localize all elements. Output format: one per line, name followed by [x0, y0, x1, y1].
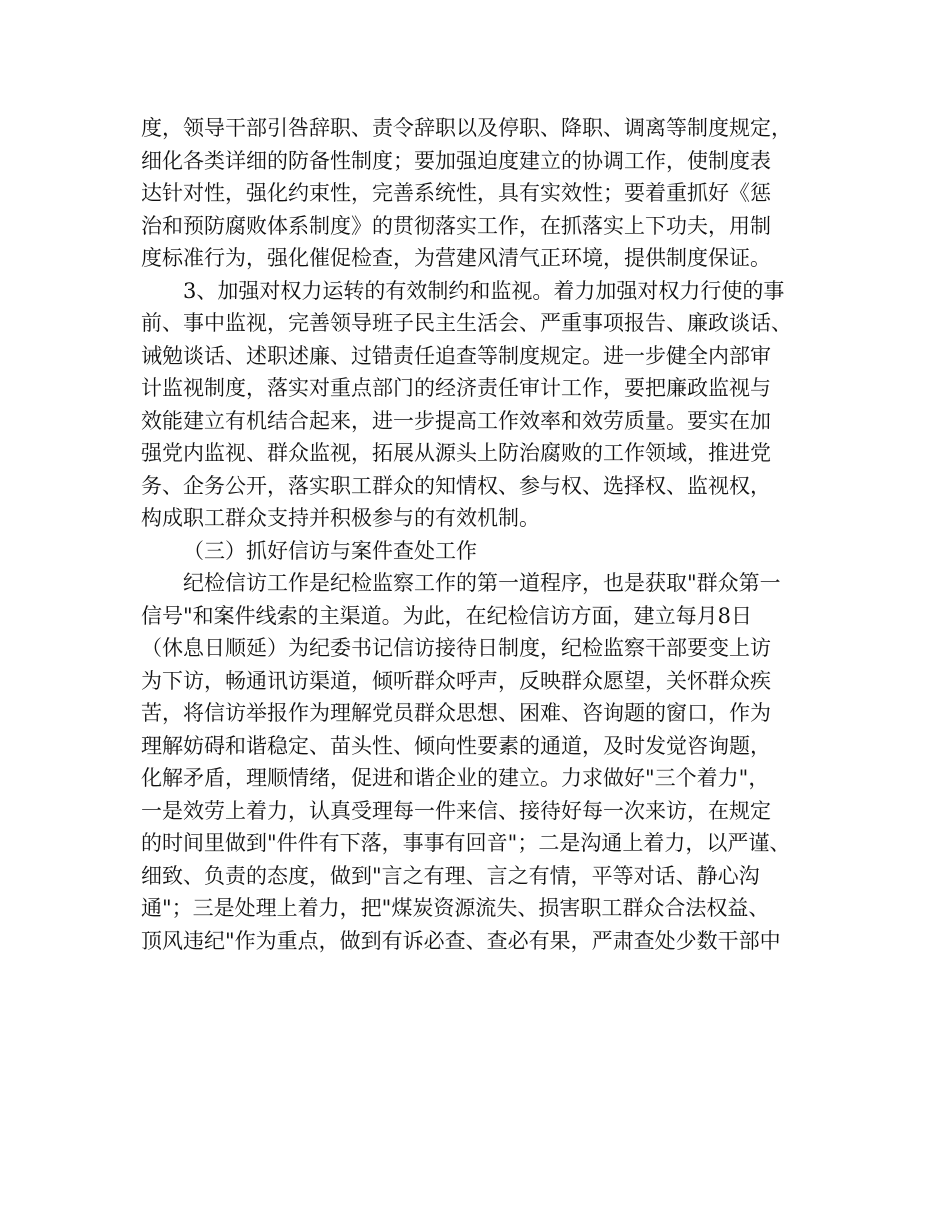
- text-line: 理解妨碍和谐稳定、苗头性、倾向性要素的通道，及时发觉咨询题，: [141, 733, 771, 758]
- text-line: 为下访，畅通讯访渠道，倾听群众呼声，反映群众愿望，关怀群众疾: [141, 668, 771, 693]
- section-heading: （三）抓好信访与案件查处工作: [183, 538, 477, 563]
- text-line: 的时间里做到"件件有下落，事事有回音"；二是沟通上着力，以严谨、: [141, 831, 791, 855]
- text-line: 诫勉谈话、述职述廉、过错责任追查等制度规定。进一步健全内部审: [141, 343, 771, 368]
- text-line: 治和预防腐败体系制度》的贯彻落实工作，在抓落实上下功夫，用制: [141, 213, 771, 238]
- text-line: 计监视制度，落实对重点部门的经济责任审计工作，要把廉政监视与: [141, 376, 771, 400]
- body-text: [141, 112, 831, 957]
- text-line: 一是效劳上着力，认真受理每一件来信、接待好每一次来访，在规定: [141, 798, 771, 823]
- text-line: 前、事中监视，完善领导班子民主生活会、严重事项报告、廉政谈话、: [141, 311, 792, 335]
- text-line: 效能建立有机结合起来，进一步提高工作效率和效劳质量。要实在加: [141, 408, 771, 433]
- text-line: 顶风违纪"作为重点，做到有诉必查、查必有果，严肃查处少数干部中: [141, 928, 781, 953]
- text-line: 信号"和案件线索的主渠道。为此，在纪检信访方面，建立每月8日: [141, 603, 753, 628]
- text-line: 苦，将信访举报作为理解党员群众思想、困难、咨询题的窗口，作为: [141, 701, 771, 725]
- text-line: 化解矛盾，理顺情绪，促进和谐企业的建立。力求做好"三个着力"，: [141, 766, 770, 790]
- text-line: 细化各类详细的防备性制度；要加强迫度建立的协调工作，使制度表: [141, 148, 771, 173]
- text-line: 细致、负责的态度，做到"言之有理、言之有情，平等对话、静心沟: [141, 863, 760, 888]
- text-line: 强党内监视、群众监视，拓展从源头上防治腐败的工作领域，推进党: [141, 441, 771, 465]
- text-line: 构成职工群众支持并积极参与的有效机制。: [141, 506, 540, 530]
- paragraph-start-line: 3、加强对权力运转的有效制约和监视。着力加强对权力行使的事: [183, 278, 785, 303]
- text-line: 通"；三是处理上着力，把"煤炭资源流失、损害职工群众合法权益、: [141, 896, 770, 920]
- text-line: 务、企务公开，落实职工群众的知情权、参与权、选择权、监视权，: [141, 473, 771, 498]
- text-line: 度，领导干部引咎辞职、责令辞职以及停职、降职、调离等制度规定，: [141, 116, 792, 140]
- text-line: 度标准行为，强化催促检查，为营建风清气正环境，提供制度保证。: [141, 246, 771, 270]
- text-line: （休息日顺延）为纪委书记信访接待日制度，纪检监察干部要变上访: [141, 636, 771, 660]
- text-line: 达针对性，强化约束性，完善系统性，具有实效性；要着重抓好《惩: [141, 181, 771, 205]
- paragraph-start-line: 纪检信访工作是纪检监察工作的第一道程序，也是获取"群众第一: [183, 571, 781, 595]
